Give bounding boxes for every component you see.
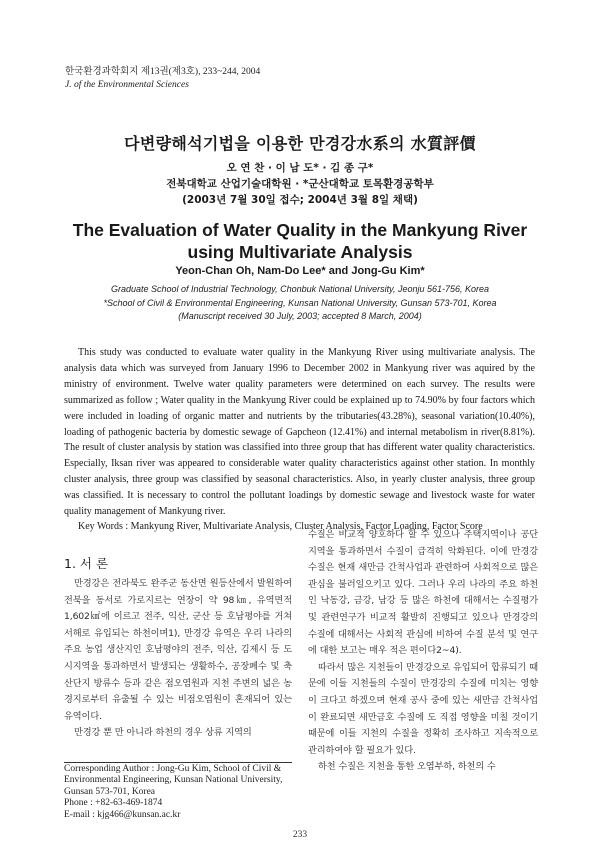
- title-english: [0, 219, 600, 263]
- affiliation-english: [0, 283, 600, 324]
- authors-english: Yeon-Chan Oh, Nam-Do Lee* and Jong-Gu Kim*: [175, 265, 425, 277]
- affiliation-line: *School of Civil & Environmental Engineering, Kunsan National University, Gunsan 573-701, Korea: [103, 297, 497, 308]
- body-paragraph: 만경강은 전라북도 완주군 동산면 원등산에서 발원하여 전북을 동서로 가로지르는 연장이 약 98㎞, 유역면적 1,602㎢에 이르고 전주, 익산, 군산 등 호남평야를 거쳐 서해로 유입되는 하천이며1), 만경강 유역은 우리 나라의 주요 농업 생산지인 호남평야의 전주, 익산, 김제시 등 도시지역을 통과하면서 발생되는 생활하수, 공장폐수 및 축산단지 방류수 등과 같은 점오염원과 지천 주변의 넓은 농경지로부터 유출될 수 있는 비점오염원이 혼재되어 있는 유역이다.: [64, 578, 292, 722]
- body-paragraph: 하천 수질은 지천을 통한 오염부하, 하천의 수: [318, 761, 496, 773]
- footnote-email: E-mail : kjg466@kunsan.ac.kr: [64, 809, 181, 820]
- body-paragraph: 만경강 뿐 만 아니라 하천의 경우 상류 지역의: [74, 727, 252, 739]
- footnote-phone: Phone : +82-63-469-1874: [64, 798, 163, 809]
- left-column: [64, 554, 292, 742]
- body-paragraph: 따라서 많은 지천들이 만경강으로 유입되어 합류되기 때문에 이들 지천들의 수질이 만경강의 수질에 미치는 영향이 크다고 하겠으며 현재 공사 중에 있는 새만금 간척사업이 완료되면 새만금호 수질에 도 직접 영향을 미칠 것이기 때문에 이들 지천의 수질을 정확히 조사하고 지속적으로 관리하여야 할 필요가 있다.: [308, 661, 538, 756]
- affiliation-line: Graduate School of Industrial Technology, Chonbuk National University, Jeonju 561-756, Korea: [110, 284, 490, 294]
- body-paragraph: 수질은 비교적 양호하다 할 수 있으나 주택지역이나 공단지역을 통과하면서 수질이 급격히 악화된다. 이에 만경강 수질은 현재 새만금 간척사업과 관련하여 사회적으로 많은 관심을 불러일으키고 있다. 그러나 우리 나라의 주요 하천인 낙동강, 금강, 남강 등 많은 하천에 대해서는 수질평가 및 관련연구가 비교적 활발히 진행되고 있으나 만경강의 수질에 대해서는 사회적 관심에 비하여 수질 분석 및 연구에 대한 보고는 매우 적은 편이다2~4).: [308, 529, 538, 657]
- journal-citation-ko: 한국환경과학회지 제13권(제3호), 233~244, 2004: [65, 67, 261, 77]
- journal-header: [65, 66, 260, 92]
- page-number: 233: [292, 830, 308, 840]
- title-english-line1: The Evaluation of Water Quality in the Mankyung River: [72, 220, 528, 240]
- title-english-line2: using Multivariate Analysis: [187, 242, 413, 262]
- footnote-author: Corresponding Author : Jong-Gu Kim, School of Civil & Environmental Engineering, Kunsan National University, Gunsan 573-701, Korea: [64, 764, 283, 797]
- journal-name-en: J. of the Environmental Sciences: [65, 80, 189, 90]
- keywords: Key Words : Mankyung River, Multivariate Analysis, Cluster Analysis, Factor Loading, Factor Score: [78, 521, 483, 532]
- dates-korean: (2003년 7월 30일 접수; 2004년 3월 8일 채택): [182, 194, 418, 206]
- title-korean: 다변량해석기법을 이용한 만경강水系의 水質評價: [124, 134, 476, 153]
- right-column: [308, 527, 538, 776]
- footnote-divider: [64, 762, 292, 763]
- authors-korean: 오 연 찬 · 이 남 도* · 김 종 구*: [226, 162, 374, 174]
- affiliation-korean: 전북대학교 산업기술대학원 · *군산대학교 토목환경공학부: [166, 178, 434, 190]
- manuscript-dates: (Manuscript received 30 July, 2003; accepted 8 March, 2004): [178, 311, 422, 321]
- corresponding-author-footnote: [64, 764, 292, 821]
- section-heading-introduction: 1. 서 론: [64, 556, 109, 571]
- abstract: This study was conducted to evaluate water quality in the Mankyung River using multivariate analysis. The analysis data which was surveyed from January 1996 to December 2002 in Mankyung river was aquired by the ministry of environment. Twelve water quality parameters were determined on each survey. The results were summarized as follow ; Water quality in the Mankyung River could be explained up to 74.90% by four factors which were included in loading of organic matter and nutrients by the tributaries(43.28%), seasonal variation(10.40%), loading of pathogenic bacteria by domestic sewage of Gapcheon (12.41%) and internal metabolism in river(8.81%). The result of cluster analysis by station was classified into three group that has different water quality characteristics. Especially, Iksan river was appeared to considerable water quality characteristics against other station. In monthly cluster analysis, three group was classified by seasonal characteristics. Also, in yearly cluster analysis, three group was classified. It is necessary to control the pollutant loadings by domestic sewage and livestock waste for water quality management of Mankyung river.: [64, 347, 535, 518]
